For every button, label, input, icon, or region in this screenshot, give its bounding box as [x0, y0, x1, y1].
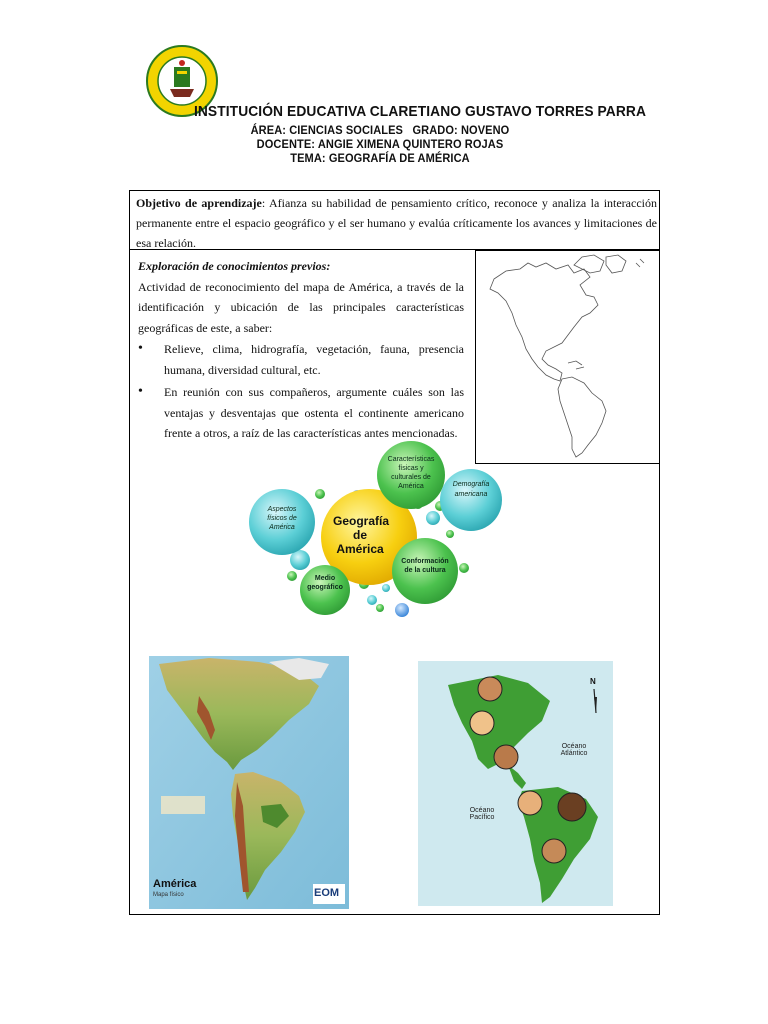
physical-map-subtitle: Mapa físico [153, 892, 184, 898]
peoples-map-image [418, 661, 613, 906]
objective-text: : Afianza su habilidad de pensamiento crítico, reconoce y analiza la interacción permanente entre el espacio geográfico y el ser humano y evalúa críticamente los avances y limitaciones de esa relación. [136, 196, 657, 250]
node-label: Aspectos físicos de América [267, 506, 297, 531]
exploration-section [138, 256, 464, 444]
pacific-ocean-label: Océano Pacífico [469, 807, 495, 821]
physical-map-brand-logo: EOM [314, 887, 340, 899]
americas-outline-map [476, 251, 659, 463]
node-label: Conformación de la cultura [401, 558, 449, 574]
exploration-title: Exploración de conocimientos previos: [138, 259, 331, 273]
learning-objective [129, 190, 660, 250]
objective-label: Objetivo de aprendizaje [136, 196, 262, 210]
outline-map-box [475, 250, 660, 464]
center-bubble-label: Geografía de América [333, 514, 390, 556]
topic-line: TEMA: GEOGRAFÍA DE AMÉRICA [290, 151, 470, 165]
atlantic-ocean-label: Océano Atlántico [560, 743, 588, 757]
exploration-list [138, 339, 464, 444]
list-item: • En reunión con sus compañeros, argumente cuáles son las ventajas y desventajas que ostenta el continente americano frente a otros, a raíz de las características antes mencionadas. [138, 382, 464, 444]
node-label: Medio geográfico [307, 575, 343, 591]
node-label: Demografía americana [452, 481, 490, 498]
teacher-line: DOCENTE: ANGIE XIMENA QUINTERO ROJAS [256, 137, 504, 151]
physical-map-graphic [149, 656, 349, 909]
north-arrow-label: N [590, 677, 596, 686]
physical-map-image [149, 656, 349, 909]
physical-map-title: América [153, 878, 197, 890]
list-item: • Relieve, clima, hidrografía, vegetación, fauna, presencia humana, diversidad cultural, etc. [138, 339, 464, 380]
exploration-intro: Actividad de reconocimiento del mapa de América, a través de la identificación y ubicación de las principales características geográficas de este, a saber: [138, 279, 464, 335]
institution-title: INSTITUCIÓN EDUCATIVA CLARETIANO GUSTAVO TORRES PARRA [193, 103, 647, 120]
node-label: Características físicas y culturales de América [387, 456, 435, 490]
bubble-demography [440, 469, 502, 531]
area-grade-line: ÁREA: CIENCIAS SOCIALES GRADO: NOVENO [250, 123, 510, 137]
peoples-map-graphic [418, 661, 613, 906]
